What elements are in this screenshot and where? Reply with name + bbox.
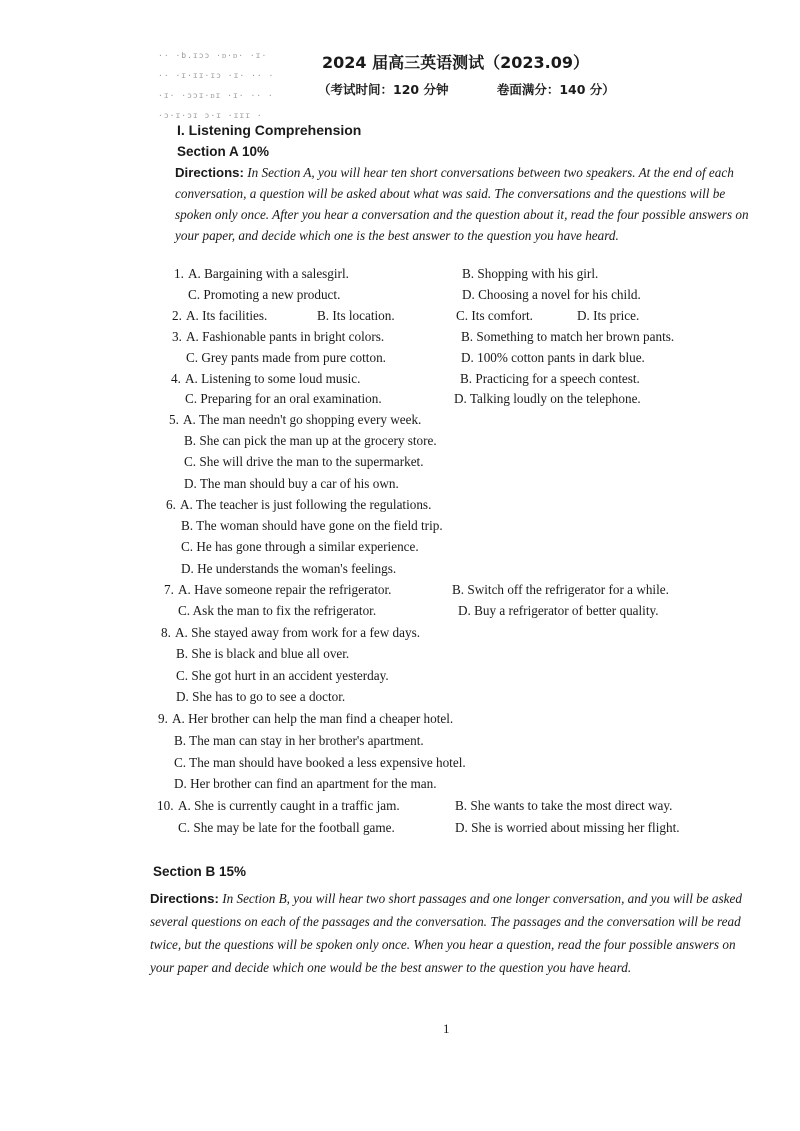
option-d: D. Choosing a novel for his child. bbox=[462, 287, 641, 302]
option-a: A. Listening to some loud music. bbox=[185, 371, 361, 386]
section-b-directions bbox=[150, 887, 752, 979]
question-number: 8. bbox=[161, 625, 171, 640]
option-d: D. She is worried about missing her flight. bbox=[455, 820, 680, 835]
option-c: C. He has gone through a similar experience. bbox=[181, 539, 419, 554]
option-a: A. Its facilities. bbox=[186, 308, 268, 323]
question-number: 9. bbox=[158, 711, 168, 726]
option-b: B. The woman should have gone on the field trip. bbox=[181, 518, 443, 533]
option-d: D. The man should buy a car of his own. bbox=[184, 476, 399, 491]
option-c: C. Promoting a new product. bbox=[188, 287, 341, 302]
question-number: 4. bbox=[171, 371, 181, 386]
option-a: A. She is currently caught in a traffic jam. bbox=[178, 798, 400, 813]
scan-artifact: ·· ·b.ɪɔɔ ·ᴅ·ᴅ· ·ɪ· ·· ·ɪ·ɪɪ·ɪɔ ·ɪ· ·· · ·ɪ· ·ɔɔɪ·ᴅɪ ·ɪ· ·· · ·ɔ·ɪ·ɔɪ ɔ·ɪ ·ɪɪɪ · bbox=[158, 51, 275, 120]
option-d: D. Its price. bbox=[577, 308, 640, 323]
option-a: A. Bargaining with a salesgirl. bbox=[188, 266, 349, 281]
option-c: C. She will drive the man to the supermarket. bbox=[184, 454, 424, 469]
option-b: B. The man can stay in her brother's apartment. bbox=[174, 733, 424, 748]
option-c: C. She got hurt in an accident yesterday. bbox=[176, 668, 389, 683]
exam-title: 2024 届高三英语测试（2023.09） bbox=[322, 53, 589, 72]
question-number: 5. bbox=[169, 412, 179, 427]
page-number: 1 bbox=[443, 1021, 450, 1036]
question-number: 10. bbox=[157, 798, 174, 813]
option-a: A. Fashionable pants in bright colors. bbox=[186, 329, 385, 344]
directions-label: Directions: bbox=[150, 891, 219, 906]
option-c: C. Its comfort. bbox=[456, 308, 533, 323]
section-b-heading: Section B 15% bbox=[153, 864, 247, 879]
part-title: I. Listening Comprehension bbox=[177, 122, 362, 138]
exam-time: （考试时间：120 分钟 bbox=[318, 82, 449, 97]
option-c: C. Preparing for an oral examination. bbox=[185, 391, 382, 406]
option-c: C. Ask the man to fix the refrigerator. bbox=[178, 603, 377, 618]
section-a-directions bbox=[175, 162, 753, 246]
option-a: A. Have someone repair the refrigerator. bbox=[178, 582, 392, 597]
question-number: 2. bbox=[172, 308, 182, 323]
option-b: B. Its location. bbox=[317, 308, 395, 323]
question-number: 6. bbox=[166, 497, 176, 512]
option-c: C. She may be late for the football game. bbox=[178, 820, 395, 835]
exam-meta bbox=[318, 80, 615, 98]
option-d: D. She has to go to see a doctor. bbox=[176, 689, 346, 704]
option-c: C. The man should have booked a less expensive hotel. bbox=[174, 755, 466, 770]
option-d: D. 100% cotton pants in dark blue. bbox=[461, 350, 645, 365]
option-b: B. She wants to take the most direct way. bbox=[455, 798, 673, 813]
option-a: A. The teacher is just following the regulations. bbox=[180, 497, 432, 512]
section-a-heading: Section A 10% bbox=[177, 144, 270, 159]
option-a: A. She stayed away from work for a few days. bbox=[175, 625, 420, 640]
question-number: 1. bbox=[174, 266, 184, 281]
option-b: B. She is black and blue all over. bbox=[176, 646, 350, 661]
option-c: C. Grey pants made from pure cotton. bbox=[186, 350, 386, 365]
option-d: D. He understands the woman's feelings. bbox=[181, 561, 397, 576]
option-a: A. Her brother can help the man find a cheaper hotel. bbox=[172, 711, 454, 726]
option-a: A. The man needn't go shopping every week. bbox=[183, 412, 422, 427]
option-b: B. Shopping with his girl. bbox=[462, 266, 599, 281]
option-d: D. Her brother can find an apartment for the man. bbox=[174, 776, 437, 791]
question-number: 7. bbox=[164, 582, 174, 597]
option-d: D. Talking loudly on the telephone. bbox=[454, 391, 641, 406]
option-b: B. Something to match her brown pants. bbox=[461, 329, 675, 344]
option-b: B. Switch off the refrigerator for a while. bbox=[452, 582, 669, 597]
option-d: D. Buy a refrigerator of better quality. bbox=[458, 603, 659, 618]
full-score: 卷面满分：140 分） bbox=[496, 82, 615, 97]
directions-label: Directions: bbox=[175, 165, 244, 180]
directions-text: In Section A, you will hear ten short conversations between two speakers. At the end of each conversation, a question will be asked about what was said. The conversations and the questions will be spoken only once. After you hear a conversation and the question about it, read the four possible answers on your paper, and decide which one is the best answer to the question you have heard. bbox=[175, 165, 749, 243]
option-b: B. Practicing for a speech contest. bbox=[460, 371, 640, 386]
directions-text: In Section B, you will hear two short passages and one longer conversation, and you will be asked several questions on each of the passages and the conversation. The passages and the conversation will be read twice, but the questions will be spoken only once. When you hear a question, read the four possible answers on your paper and decide which one would be the best answer to the question you have heard. bbox=[150, 891, 742, 975]
question-number: 3. bbox=[172, 329, 182, 344]
option-b: B. She can pick the man up at the grocery store. bbox=[184, 433, 437, 448]
